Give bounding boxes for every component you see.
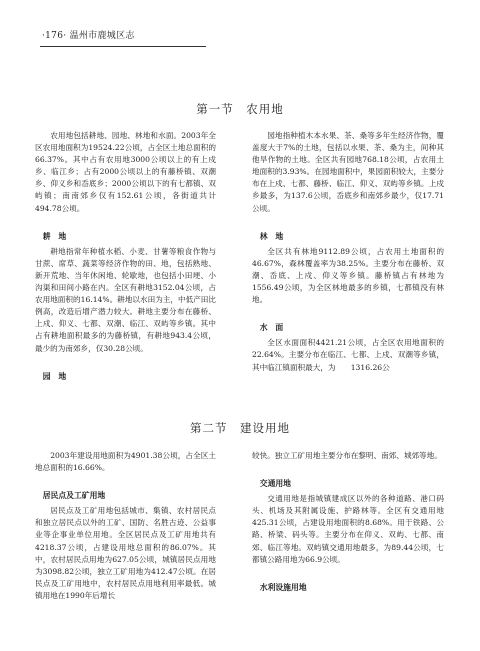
transport-land-paragraph: 交通用地是指城镇建成区以外的各种道路、港口码头、机场及其附属设施、护路林等。全区有交通用地425.31公顷，占建设用地面积的8.68%。用于铁路、公路、桥梁、码头等。主要分布在仰义、双屿、七都、南郊、临江等地。双屿镇交通用地最多，为89.44公顷，七都镇公路用地为66.9公顷。 [252, 494, 444, 564]
water-facility-land-heading: 水利设施用地 [259, 582, 307, 592]
water-surface-paragraph: 全区水面面积4421.21公顷，占全区农用地面积的22.64%。主要分布在临江、七都、上戍、双潮等乡镇，其中临江镇面积最大，为 1316.26公 [252, 338, 444, 372]
section-1-left-column [35, 130, 216, 386]
header-rule [40, 46, 206, 47]
farmland-intro-paragraph: 农用地包括耕地、园地、林地和水面。2003年全区农用地面积为19524.22公顷，占全区土地总面积的66.37%。其中占有农用地3000公顷以上的有上戍乡、临江乡；占有2000公顷以上的有藤桥镇、双潮乡、仰义乡和岙底乡；2000公顷以下的有七都镇、双屿镇；南南郊乡仅有152.61公顷，各街道共计494.78公顷。 [35, 131, 216, 213]
forest-land-paragraph: 全区共有林地9112.89公顷，占农用土地面积的46.67%，森林覆盖率为38.25%。主要分布在藤桥、双潮、岙底、上戍、仰义等乡镇。藤桥镇占有林地为1556.49公顷，为全区林地最多的乡镇，七都镇没有林地。 [252, 246, 444, 305]
book-title: 温州市鹿城区志 [69, 31, 135, 41]
section-1-title: 第一节 农用地 [196, 102, 284, 116]
residential-mining-heading: 居民点及工矿用地 [42, 491, 106, 501]
section-2-title: 第二节 建设用地 [190, 421, 290, 435]
section-1-right-column [252, 130, 444, 374]
transport-land-heading: 交通用地 [259, 479, 291, 489]
cultivated-land-paragraph: 耕地指常年种植水稻、小麦、甘薯等粮食作物与甘蔗、席草、蔬菜等经济作物的田、地，包括熟地、新开荒地、当年休闲地、轮歇地，也包括小田埂、小沟渠和田间小路在内。全区有耕地3152.04公顷，占农用地面积的16.14%。耕地以水田为主，中低产田比例高，改造后增产潜力较大。耕地主要分布在藤桥、上戍、仰义、七都、双潮、临江、双屿等乡镇。其中占有耕地面积最多的为藤桥镇，有耕地943.4公顷，最少的为南郊乡，仅30.28公顷。 [35, 246, 216, 353]
garden-land-heading: 园 地 [42, 371, 67, 381]
garden-land-paragraph: 园地指种植木本水果、茶、桑等多年生经济作物，覆盖度大于7%的土地，包括以水果、茶、桑为主，间种其他旱作物的土地。全区共有园地768.18公顷，占农用土地面积的3.93%。在园地面积中，果园面积较大，主要分布在上戍、七都、藤桥、临江、仰义、双屿等乡镇。上戍乡最多，为137.6公顷，岙底乡和南郊乡最少，仅17.71公顷。 [252, 131, 444, 213]
forest-land-heading: 林 地 [259, 231, 284, 241]
residential-mining-paragraph: 居民点及工矿用地包括城市、集镇、农村居民点和独立居民点以外的工矿、国防、名胜古迹、公益事业等企事业单位用地。全区居民点及工矿用地共有4218.37公顷，占建设用地总面积的86.07%。其中，农村居民点用地为627.05公顷，城镇居民点用地为3098.82公顷，独立工矿用地为412.47公顷。在居民点及工矿用地中，农村居民点用地利用率最低。城镇用地在1990年后增长 [35, 506, 216, 600]
water-surface-heading: 水 面 [259, 323, 284, 333]
cultivated-land-heading: 耕 地 [42, 231, 67, 241]
residential-mining-continued: 较快。独立工矿用地主要分布在黎明、南郊、城郊等地。 [252, 451, 442, 460]
construction-land-intro-paragraph: 2003年建设用地面积为4901.38公顷，占全区土地总面积的16.66%。 [35, 451, 216, 473]
section-2-left-column [35, 450, 216, 602]
running-header [42, 28, 135, 41]
page-number: ·176· [42, 31, 67, 41]
section-2-right-column [252, 450, 444, 597]
